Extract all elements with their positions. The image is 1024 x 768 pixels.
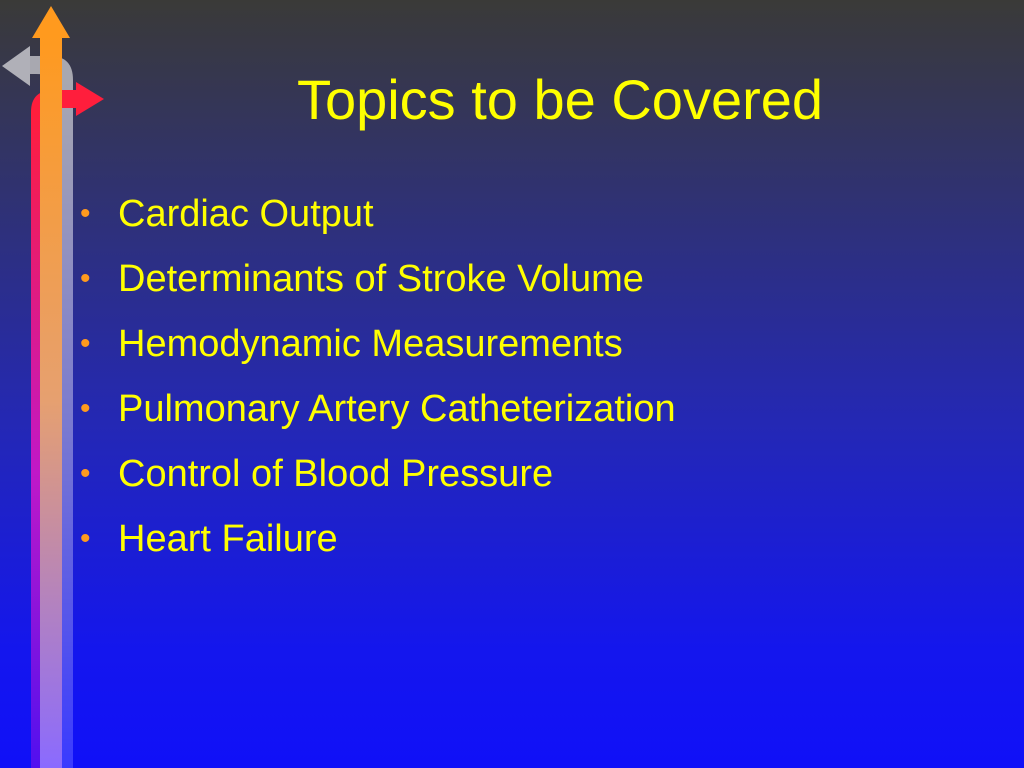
bullet-icon: • <box>80 262 91 295</box>
list-item <box>80 320 980 385</box>
bullet-icon: • <box>80 457 91 490</box>
bullet-icon: • <box>80 392 91 425</box>
list-item <box>80 515 980 580</box>
topic-list <box>80 190 980 580</box>
topic-text: Hemodynamic Measurements <box>118 323 623 365</box>
list-item <box>80 190 980 255</box>
topic-text: Determinants of Stroke Volume <box>118 258 644 300</box>
bullet-icon: • <box>80 327 91 360</box>
topic-text: Cardiac Output <box>118 193 374 235</box>
slide-title: Topics to be Covered <box>296 68 824 131</box>
list-item <box>80 255 980 320</box>
topic-text: Heart Failure <box>118 518 338 560</box>
list-item <box>80 450 980 515</box>
list-item <box>80 385 980 450</box>
bullet-icon: • <box>80 522 91 555</box>
bullet-icon: • <box>80 197 91 230</box>
topic-text: Pulmonary Artery Catheterization <box>118 388 676 430</box>
topic-text: Control of Blood Pressure <box>118 453 554 495</box>
